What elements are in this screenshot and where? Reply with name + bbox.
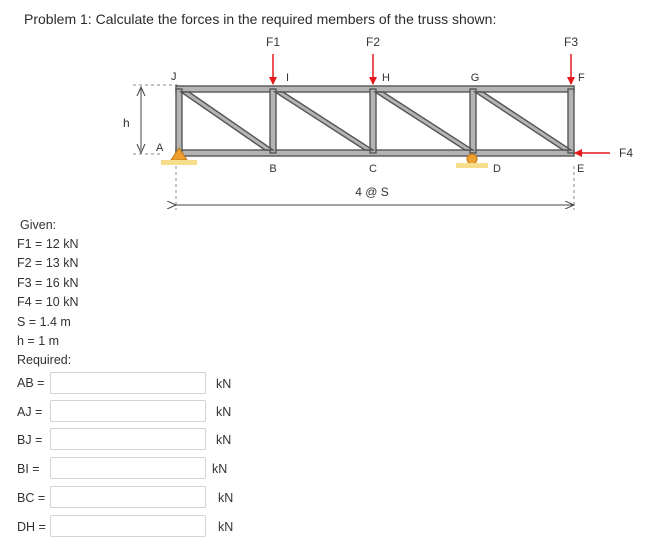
given-f3: F3 = 16 kN	[17, 276, 79, 290]
bi-unit: kN	[212, 462, 228, 476]
node-label-g: G	[470, 72, 480, 84]
height-dimension	[137, 87, 145, 153]
truss-members	[176, 86, 574, 156]
node-label-d: D	[493, 163, 501, 175]
given-f4: F4 = 10 kN	[17, 295, 79, 309]
node-label-j: J	[171, 71, 177, 83]
given-h: h = 1 m	[17, 334, 60, 348]
bc-label: BC =	[17, 491, 46, 505]
bc-input[interactable]	[50, 486, 206, 508]
bj-input[interactable]	[50, 428, 206, 450]
load-label-f2: F2	[365, 35, 381, 49]
height-label: h	[123, 116, 130, 130]
dh-unit: kN	[218, 520, 234, 534]
node-label-e: E	[577, 163, 585, 175]
required-heading: Required:	[17, 353, 72, 367]
ab-unit: kN	[216, 377, 232, 391]
bc-unit: kN	[218, 491, 234, 505]
ab-input[interactable]	[50, 372, 206, 394]
problem-title: Problem 1: Calculate the forces in the required members of the truss shown:	[24, 11, 497, 27]
aj-label: AJ =	[17, 405, 43, 419]
aj-input[interactable]	[50, 400, 206, 422]
aj-unit: kN	[216, 405, 232, 419]
bi-input[interactable]	[50, 457, 206, 479]
node-label-f: F	[578, 72, 585, 84]
ab-label: AB =	[17, 376, 45, 390]
bi-label: BI =	[17, 462, 40, 476]
load-label-f4: F4	[619, 146, 634, 160]
span-label: 4 @ S	[355, 185, 389, 199]
given-heading: Given:	[20, 218, 57, 232]
bj-unit: kN	[216, 433, 232, 447]
load-label-f1: F1	[265, 35, 281, 49]
node-label-c: C	[369, 163, 377, 175]
dh-label: DH =	[17, 520, 46, 534]
given-s: S = 1.4 m	[17, 315, 71, 329]
node-label-a: A	[156, 142, 164, 154]
node-label-b: B	[269, 163, 277, 175]
dh-input[interactable]	[50, 515, 206, 537]
given-f2: F2 = 13 kN	[17, 256, 79, 270]
node-label-h: H	[382, 72, 390, 84]
load-label-f3: F3	[563, 35, 579, 49]
node-label-i: I	[286, 72, 290, 84]
given-f1: F1 = 12 kN	[17, 237, 79, 251]
bj-label: BJ =	[17, 433, 43, 447]
